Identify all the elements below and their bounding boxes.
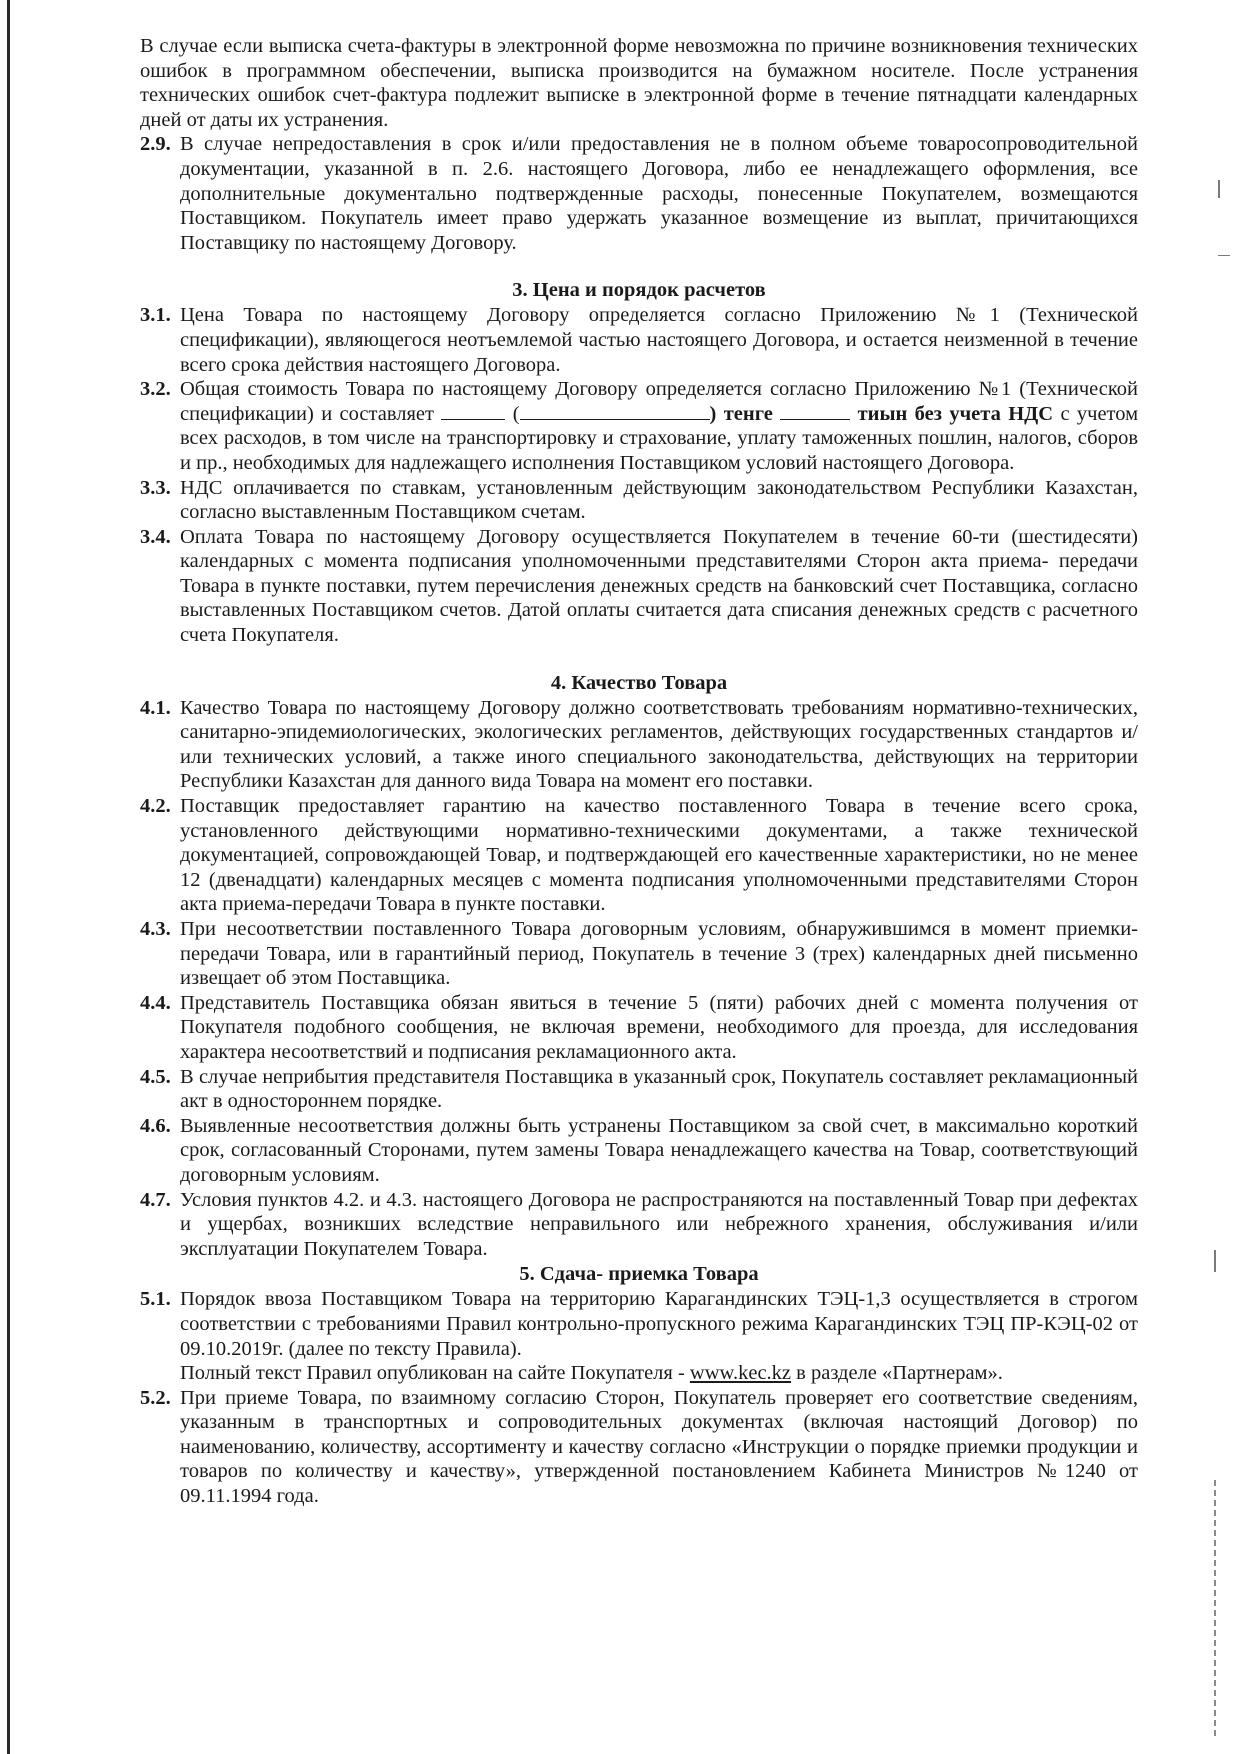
clause-number: 3.3. <box>140 476 171 499</box>
clause-2-9 <box>140 132 1138 255</box>
clause-number: 4.5. <box>140 1065 171 1088</box>
clause-text: Порядок ввоза Поставщиком Товара на территорию Карагандинских ТЭЦ-1,3 осуществляется в строгом соответствии с требованиями Правил контрольно-пропускного режима Карагандинских ТЭЦ ПР-КЭЦ-02 от 09.10.2019г. (далее по тексту Правила). <box>180 1288 1138 1360</box>
vat-note: без учета НДС <box>914 402 1054 425</box>
clause-number: 4.7. <box>140 1188 171 1211</box>
clause-4-3 <box>140 917 1138 991</box>
scan-mark <box>1214 1250 1216 1272</box>
clause-number: 3.1. <box>140 304 171 327</box>
paren-open: ( <box>512 402 520 425</box>
clause-4-2 <box>140 794 1138 917</box>
clause-text: При несоответствии поставленного Товара договорным условиям, обнаружившимся в момент приемки-передачи Товара, или в гарантийный период, Покупатель в течение 3 (трех) календарных дней письменно извещает об этом Поставщика. <box>180 918 1138 990</box>
section-5-title: 5. Сдача- приемка Товара <box>519 1263 759 1286</box>
clause-number: 4.4. <box>140 991 171 1014</box>
clause-text: Общая стоимость Товара по настоящему Договору определяется согласно Приложению №1 (Технической спецификации) и составляет <box>180 378 1138 425</box>
clause-text: НДС оплачивается по ставкам, установленным действующим законодательством Республики Казахстан, согласно выставленным Поставщиком счетам. <box>180 476 1138 524</box>
scan-margin-marks <box>1200 0 1240 1754</box>
clause-text: Оплата Товара по настоящему Договору осуществляется Покупателем в течение 60-ти (шестидесяти) календарных с момента подписания уполномоченными представителями Сторон акта приема- передачи Товара в пункте поставки, путем перечисления денежных средств на банковский счет Поставщика, согласно выставленных Поставщиком счетов. Датой оплаты считается дата списания денежных средств с расчетного счета Покупателя. <box>180 525 1138 647</box>
amount-words-blank <box>520 403 710 420</box>
clause-3-2 <box>140 377 1138 475</box>
clause-number: 4.6. <box>140 1114 171 1137</box>
rules-publication-note <box>140 1361 1138 1386</box>
clause-4-1 <box>140 696 1138 794</box>
clause-text: Выявленные несоответствия должны быть устранены Поставщиком за свой счет, в максимально короткий срок, согласованный Сторонами, путем замены Товара ненадлежащего качества на Товар, соответствующий договорным условиям. <box>180 1114 1138 1186</box>
clause-4-6 <box>140 1114 1138 1188</box>
clause-number: 5.1. <box>140 1288 171 1311</box>
scan-mark <box>1214 1480 1216 1740</box>
clause-text: Качество Товара по настоящему Договору должно соответствовать требованиям нормативно-технических, санитарно-эпидемиологических, экологических регламентов, действующих государственных стандартов и/или технических условий, а также иного специального законодательства, действующих на территории Республики Казахстан для данного вида Товара на момент его поставки. <box>180 696 1138 793</box>
clause-text: При приеме Товара, по взаимному согласию Сторон, Покупатель проверяет его соответствие сведениям, указанным в транспортных и сопроводительных документах (включая настоящий Договор) по наименованию, количеству, ассортименту и качеству согласно «Инструкции о порядке приемки продукции и товаров по количеству и качеству», утвержденной постановлением Кабинета Министров №1240 от 09.11.1994 года. <box>180 1386 1138 1508</box>
currency-tenge: ) тенге <box>709 402 773 425</box>
clause-number: 4.3. <box>140 918 171 940</box>
clause-4-5 <box>140 1065 1138 1114</box>
clause-3-4 <box>140 525 1138 648</box>
clause-number: 5.2. <box>140 1386 171 1409</box>
scan-mark <box>1218 180 1220 198</box>
clause-text: Условия пунктов 4.2. и 4.3. настоящего Договора не распространяются на поставленный Товар при дефектах и ущербах, возникших вследствие неправильного или небрежного хранения, обслуживания и/или эксплуатации Покупателем Товара. <box>180 1188 1138 1260</box>
section-3-title: 3. Цена и порядок расчетов <box>512 279 766 302</box>
clause-5-1 <box>140 1287 1138 1361</box>
clause-number: 3.4. <box>140 525 171 548</box>
clause-text: Поставщик предоставляет гарантию на качество поставленного Товара в течение всего срока, установленного действующими нормативно-техническими документами, а также технической документацией, сопровождающей Товар, и подтверждающей его качественные характеристики, но не менее 12 (двенадцати) календарных месяцев с момента подписания уполномоченными представителями Сторон акта приема-передачи Товара в пункте поставки. <box>180 795 1138 916</box>
clause-number: 2.9. <box>140 133 171 156</box>
clause-4-7 <box>140 1188 1138 1262</box>
clause-number: 4.1. <box>140 696 171 719</box>
section-4-title: 4. Качество Товара <box>550 671 728 694</box>
clause-5-2 <box>140 1386 1138 1509</box>
paragraph-einvoice: В случае если выписка счета-фактуры в электронной форме невозможна по причине возникновения технических ошибок в программном обеспечении, выписка производится на бумажном носителе. После устранения технических ошибок счет-фактура подлежит выписке в электронной форме в течение пятнадцати календарных дней от даты их устранения. <box>140 35 1138 131</box>
amount-blank <box>441 403 505 420</box>
clause-number: 3.2. <box>140 378 171 401</box>
note-text: в разделе «Партнерам». <box>796 1362 1003 1385</box>
clause-text: Представитель Поставщика обязан явиться в течение 5 (пяти) рабочих дней с момента получения от Покупателя подобного сообщения, не включая времени, необходимого для проезда, для исследования характера несоответствий и подписания рекламационного акта. <box>180 991 1138 1063</box>
clause-text: В случае непредоставления в срок и/или предоставления не в полном объеме товаросопроводительной документации, указанной в п. 2.6. настоящего Договора, либо ее ненадлежащего оформления, все дополнительные документально подтвержденные расходы, понесенные Покупателем, возмещаются Поставщиком. Покупатель имеет право удержать указанное возмещение из выплат, причитающихся Поставщику по настоящему Договору. <box>180 133 1138 254</box>
currency-tiyn: тиын <box>857 402 908 425</box>
document-page <box>140 34 1138 1509</box>
clause-3-1 <box>140 303 1138 377</box>
clause-4-4 <box>140 991 1138 1065</box>
clause-number: 4.2. <box>140 795 171 818</box>
note-text: Полный текст Правил опубликован на сайте Покупателя - <box>180 1362 685 1385</box>
website-link[interactable]: www.kec.kz <box>689 1362 792 1385</box>
clause-text: В случае неприбытия представителя Поставщика в указанный срок, Покупатель составляет рекламационный акт в одностороннем порядке. <box>180 1065 1138 1113</box>
clause-text: с учетом всех расходов, в том числе на транспортировку и страхование, уплату таможенных пошлин, налогов, сборов и пр., необходимых для надлежащего исполнения Поставщиком условий настоящего Договора. <box>180 402 1139 474</box>
tiyn-blank <box>780 403 850 420</box>
scan-left-border <box>7 0 10 1754</box>
clause-text: Цена Товара по настоящему Договору определяется согласно Приложению №1 (Технической спецификации), являющегося неотъемлемой частью настоящего Договора, и остается неизменной в течение всего срока действия настоящего Договора. <box>180 304 1138 376</box>
scan-mark <box>1218 255 1230 256</box>
clause-3-3 <box>140 476 1138 525</box>
